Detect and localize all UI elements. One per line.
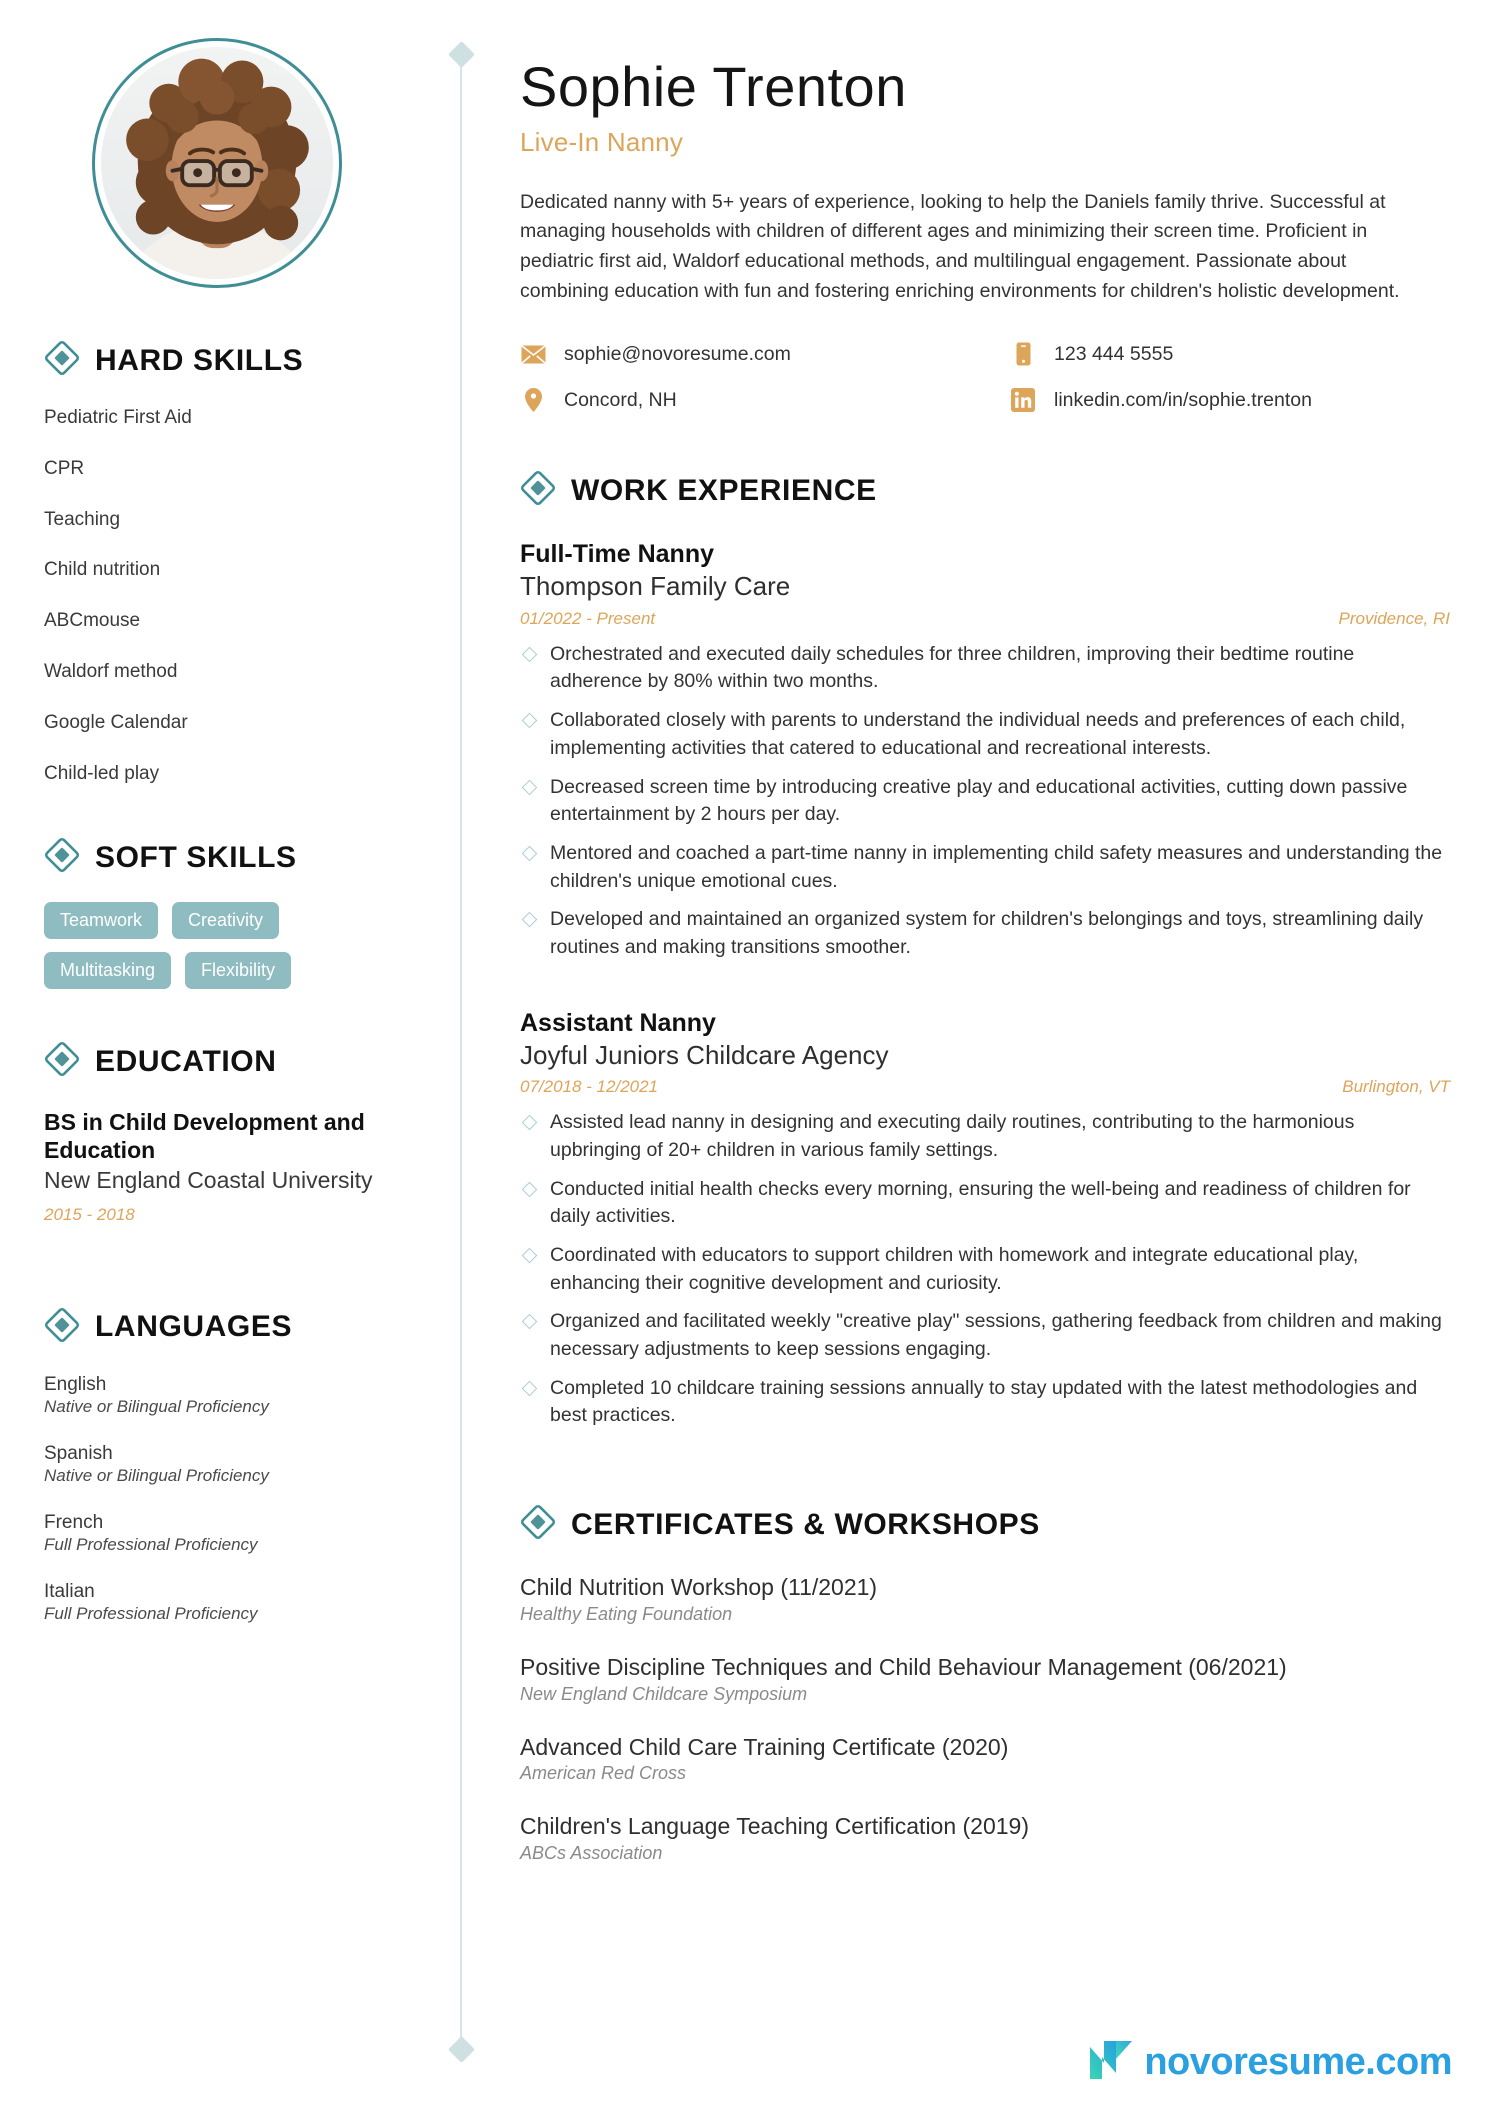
list-item: Child nutrition: [44, 559, 161, 581]
job-meta: [520, 609, 1450, 629]
job-title: Assistant Nanny: [520, 1008, 716, 1037]
rail-diamond-bottom-icon: [448, 2036, 475, 2063]
novoresume-n-logo-icon: [1088, 2039, 1134, 2086]
job-dates: 07/2018 - 12/2021: [520, 1077, 659, 1097]
list-item: [520, 641, 1450, 696]
job-location: Burlington, VT: [1342, 1077, 1450, 1097]
diamond-icon: [44, 1307, 80, 1348]
section-title: SOFT SKILLS: [95, 840, 297, 874]
section-languages: [44, 1307, 416, 1624]
languages-list: [44, 1374, 416, 1624]
job-bullet-list: [520, 641, 1450, 962]
job-location: Providence, RI: [1338, 608, 1450, 628]
section-title: WORK EXPERIENCE: [571, 473, 877, 507]
language-level: Full Professional Proficiency: [44, 1603, 258, 1623]
education-entry: [44, 1108, 416, 1224]
bullet-text: Decreased screen time by introducing creative play and educational activities, cutting down passive entertainment by 2 hours per day.: [550, 775, 1408, 826]
phone-icon: [1010, 342, 1036, 366]
section-title: CERTIFICATES & WORKSHOPS: [571, 1507, 1040, 1541]
work-experience-heading: [520, 470, 1450, 511]
certificate-name: Positive Discipline Techniques and Child Behaviour Management (06/2021): [520, 1653, 1287, 1680]
diamond-icon: [44, 1041, 80, 1082]
certificates-list: [520, 1573, 1450, 1864]
soft-skills-tag-list: [44, 902, 334, 989]
diamond-icon: [44, 837, 80, 878]
list-item: [520, 1653, 1450, 1705]
bullet-text: Conducted initial health checks every morning, ensuring the well-being and readiness of children for daily activities.: [550, 1177, 1411, 1228]
location-pin-icon: [520, 388, 546, 412]
main-column: [520, 0, 1450, 1864]
company-name: Thompson Family Care: [520, 571, 791, 602]
bullet-diamond-icon: [522, 713, 538, 729]
list-item: CPR: [44, 457, 85, 479]
list-item: Google Calendar: [44, 711, 188, 733]
list-item: Pediatric First Aid: [44, 407, 192, 428]
bullet-text: Mentored and coached a part-time nanny in implementing child safety measures and understanding the children's unique emotional cues.: [550, 841, 1443, 892]
list-item: [520, 1176, 1450, 1231]
work-experience-entry: [520, 539, 1450, 961]
bullet-diamond-icon: [522, 1314, 538, 1330]
job-title: Full-Time Nanny: [520, 540, 715, 569]
degree-title: BS in Child Development and Education: [44, 1109, 365, 1164]
bullet-diamond-icon: [522, 1380, 538, 1396]
list-item: [520, 1109, 1450, 1164]
contact-value: sophie@novoresume.com: [564, 342, 791, 365]
language-name: French: [44, 1511, 104, 1533]
bullet-diamond-icon: [522, 1115, 538, 1131]
section-education: [44, 1041, 416, 1224]
certificate-name: Children's Language Teaching Certification (2019): [520, 1813, 1030, 1840]
section-soft-skills: [44, 837, 416, 989]
certificate-issuer: New England Childcare Symposium: [520, 1683, 808, 1704]
job-dates: 01/2022 - Present: [520, 608, 656, 628]
contact-email[interactable]: [520, 343, 1010, 366]
certificate-issuer: ABCs Association: [520, 1843, 663, 1864]
list-item: [520, 1733, 1450, 1785]
bullet-diamond-icon: [522, 846, 538, 862]
logo-wordmark: novoresume.com: [1144, 2041, 1452, 2083]
hard-skills-heading: [44, 340, 416, 381]
bullet-text: Collaborated closely with parents to understand the individual needs and preferences of each child, implementing activities that catered to educational and recreational interests.: [550, 709, 1406, 759]
section-hard-skills: [44, 340, 416, 785]
languages-heading: [44, 1307, 416, 1348]
certificates-heading: [520, 1504, 1450, 1545]
avatar-photo: [101, 47, 333, 279]
skill-tag: Flexibility: [185, 952, 291, 989]
list-item: [520, 1812, 1450, 1864]
soft-skills-heading: [44, 837, 416, 878]
bullet-text: Orchestrated and executed daily schedules for three children, improving their bedtime routine adherence by 80% within two months.: [550, 642, 1355, 693]
section-title: HARD SKILLS: [95, 343, 304, 377]
skill-tag: Multitasking: [44, 952, 171, 989]
certificate-name: Advanced Child Care Training Certificate (2020): [520, 1733, 1009, 1760]
contact-value: Concord, NH: [564, 388, 677, 411]
contact-value: linkedin.com/in/sophie.trenton: [1054, 388, 1312, 411]
list-item: ABCmouse: [44, 610, 141, 632]
contact-phone[interactable]: [1010, 342, 1450, 366]
list-item: [44, 1581, 416, 1624]
contact-linkedin[interactable]: [1010, 388, 1450, 412]
language-level: Native or Bilingual Proficiency: [44, 1396, 269, 1416]
company-name: Joyful Juniors Childcare Agency: [520, 1039, 889, 1070]
education-dates: 2015 - 2018: [44, 1204, 135, 1224]
language-name: Spanish: [44, 1442, 113, 1464]
bullet-text: Completed 10 childcare training sessions annually to stay updated with the latest methodologies and best practices.: [550, 1376, 1418, 1427]
profile-summary: Dedicated nanny with 5+ years of experience, looking to help the Daniels family thrive. Successful at managing households with children of different ages and minimizing their screen time. Proficient in pediatric first aid, Waldorf educational methods, and multilingual engagement. Passionate about combining education with fun and fostering enriching environments for children's holistic development.: [520, 190, 1400, 302]
language-level: Native or Bilingual Proficiency: [44, 1465, 269, 1485]
list-item: [520, 707, 1450, 762]
school-name: New England Coastal University: [44, 1167, 373, 1194]
language-name: Italian: [44, 1580, 95, 1602]
job-role-subtitle: Live-In Nanny: [520, 126, 684, 157]
section-certificates: [520, 1504, 1450, 1864]
work-experience-entry: [520, 1008, 1450, 1430]
sidebar: [0, 0, 460, 1624]
bullet-text: Organized and facilitated weekly "creative play" sessions, gathering feedback from children and making necessary adjustments to keep sessions engaging.: [550, 1310, 1442, 1360]
list-item: [44, 1443, 416, 1486]
education-heading: [44, 1041, 416, 1082]
list-item: [520, 906, 1450, 961]
job-meta: [520, 1077, 1450, 1097]
novoresume-logo[interactable]: [1088, 2039, 1452, 2086]
column-divider-rail: [460, 52, 462, 2050]
skill-tag: Creativity: [172, 902, 279, 939]
section-work-experience: [520, 470, 1450, 1430]
job-bullet-list: [520, 1109, 1450, 1430]
contact-location: [520, 388, 1010, 412]
section-title: LANGUAGES: [95, 1310, 293, 1344]
certificate-name: Child Nutrition Workshop (11/2021): [520, 1574, 878, 1601]
diamond-icon: [44, 340, 80, 381]
list-item: [520, 774, 1450, 829]
skill-tag: Teamwork: [44, 902, 158, 939]
list-item: [520, 1375, 1450, 1430]
list-item: [520, 1573, 1450, 1625]
linkedin-icon: [1010, 388, 1036, 412]
list-item: [520, 1308, 1450, 1363]
bullet-diamond-icon: [522, 779, 538, 795]
list-item: [44, 1374, 416, 1417]
contact-value: 123 444 5555: [1054, 342, 1174, 365]
bullet-text: Assisted lead nanny in designing and executing daily routines, contributing to the harmonious upbringing of 20+ children in various family settings.: [550, 1111, 1355, 1161]
bullet-diamond-icon: [522, 647, 538, 663]
list-item: [44, 1512, 416, 1555]
language-level: Full Professional Proficiency: [44, 1534, 258, 1554]
hard-skills-list: [44, 407, 416, 785]
list-item: Teaching: [44, 508, 121, 530]
bullet-diamond-icon: [522, 1181, 538, 1197]
email-icon: [520, 345, 546, 364]
bullet-text: Coordinated with educators to support children with homework and integrate educational play, enhancing their cognitive development and curiosity.: [550, 1243, 1359, 1294]
section-title: EDUCATION: [95, 1044, 277, 1078]
certificate-issuer: Healthy Eating Foundation: [520, 1603, 733, 1624]
bullet-diamond-icon: [522, 1248, 538, 1264]
page-title: Sophie Trenton: [520, 55, 907, 118]
diamond-icon: [520, 1504, 556, 1545]
bullet-diamond-icon: [522, 912, 538, 928]
list-item: [520, 840, 1450, 895]
contact-info: [520, 342, 1450, 412]
language-name: English: [44, 1373, 107, 1395]
certificate-issuer: American Red Cross: [520, 1763, 687, 1784]
list-item: [520, 1242, 1450, 1297]
bullet-text: Developed and maintained an organized system for children's belongings and toys, streamlining daily routines and making transitions smoother.: [550, 908, 1424, 958]
list-item: Child-led play: [44, 762, 160, 784]
avatar: [92, 38, 342, 288]
diamond-icon: [520, 470, 556, 511]
list-item: Waldorf method: [44, 660, 178, 682]
